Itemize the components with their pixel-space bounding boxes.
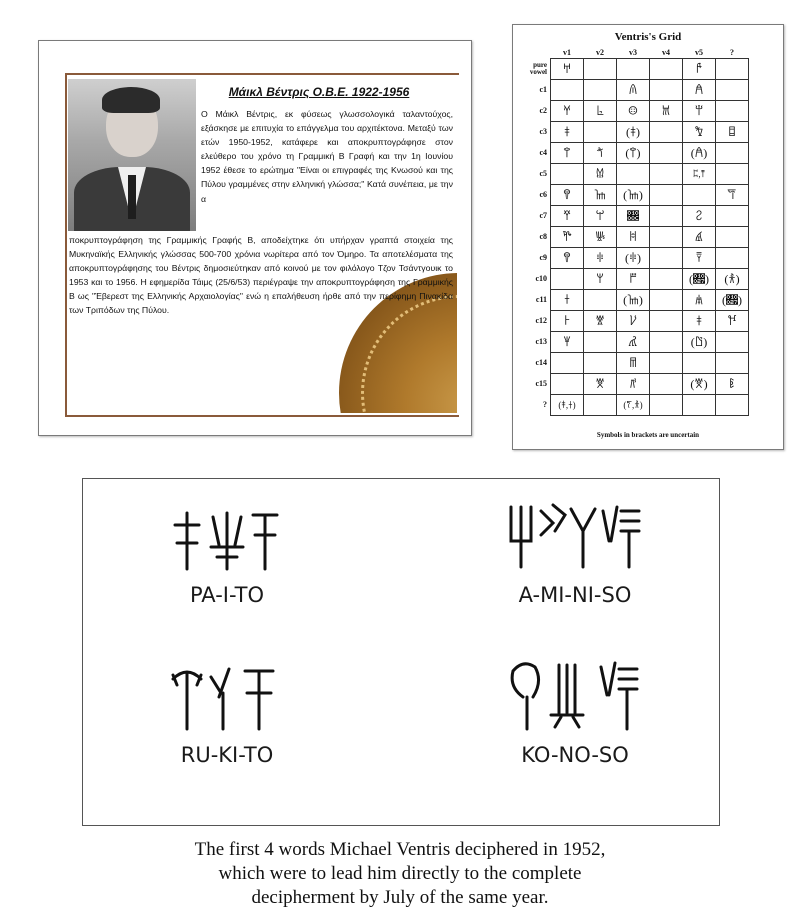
- grid-cell: [716, 248, 749, 269]
- grid-cell: 𐀉: [650, 101, 683, 122]
- grid-column-header: v1: [563, 48, 571, 57]
- grid-row-label: pure vowel: [529, 61, 547, 76]
- ventris-grid-panel: [512, 24, 784, 450]
- linear-b-a-mi-ni-so-glyphs: [505, 501, 645, 573]
- grid-row: [523, 185, 749, 206]
- grid-row: [523, 311, 749, 332]
- grid-cell: (𐀧): [683, 269, 716, 290]
- grid-cell: 𐀗: [584, 143, 617, 164]
- grid-row-label: c6: [539, 190, 547, 199]
- grid-cell: (𐀞,𐀫): [551, 395, 584, 416]
- word-label: A-MI-NI-SO: [518, 583, 632, 607]
- grid-cell: [650, 311, 683, 332]
- grid-cell: 𐀤: [617, 101, 650, 122]
- grid-cell: 𐀸: [683, 206, 716, 227]
- grid-row-label: c15: [535, 379, 547, 388]
- grid-row-label: c5: [539, 169, 547, 178]
- grid-corner: [523, 47, 551, 59]
- grid-cell: [716, 395, 749, 416]
- grid-cell: [551, 269, 584, 290]
- grid-cell: 𐀬: [584, 206, 617, 227]
- grid-cell: 𐀖: [617, 311, 650, 332]
- grid-row: [523, 374, 749, 395]
- grid-column-header: v5: [695, 48, 703, 57]
- grid-row: [523, 206, 749, 227]
- grid-cell: [650, 374, 683, 395]
- grid-cell: [650, 80, 683, 101]
- word-label: PA-I-TO: [189, 583, 264, 607]
- grid-row: [523, 248, 749, 269]
- grid-cell: [551, 353, 584, 374]
- grid-cell: 𐀁: [683, 80, 716, 101]
- grid-row: [523, 290, 749, 311]
- grid-cell: (𐀎): [617, 290, 650, 311]
- grid-cell: 𐀅: [551, 311, 584, 332]
- grid-cell: [716, 164, 749, 185]
- grid-row: [523, 353, 749, 374]
- grid-cell: (𐀣): [617, 143, 650, 164]
- grid-cell: (𐀍,𐀪): [617, 395, 650, 416]
- grid-cell: [650, 164, 683, 185]
- grid-cell: 𐀐: [584, 311, 617, 332]
- grid-row: [523, 143, 749, 164]
- grid-column-header: v4: [662, 48, 670, 57]
- grid-cell: [551, 164, 584, 185]
- grid-cell: [584, 353, 617, 374]
- grid-cell: [716, 227, 749, 248]
- grid-cell: 𐀎: [584, 185, 617, 206]
- grid-cell: (𐀳): [617, 248, 650, 269]
- grid-cell: 𐀨: [584, 101, 617, 122]
- linear-b-ru-ki-to-glyphs: [167, 663, 287, 733]
- grid-column-header: v2: [596, 48, 604, 57]
- grid-cell: (𐀆): [683, 374, 716, 395]
- grid-cell: 𐀜: [584, 227, 617, 248]
- grid-cell: (𐀞): [617, 122, 650, 143]
- grid-cell: (𐀧): [716, 290, 749, 311]
- grid-row-label: c7: [539, 211, 547, 220]
- ventris-grid-table: [523, 47, 749, 416]
- grid-cell: 𐀟: [716, 374, 749, 395]
- article-body-bottom: ποκρυπτογράφηση της Γραμμικής Γραφής Β, αποδείχτηκε ότι υπήρχαν γραπτά στοιχεία της Μυκηναϊκής Ελληνικής γλώσσας 500-700 χρόνια νωρίτερα από τον Όμηρο. Τα αποτελέσματα της αποκρυπτογράφησης του Βέντρις δημοσιεύτηκαν από κοινού με τον φιλόλογο Τζον Τσάντγουικ το 1953 και το 1956. Η εφημερίδα Τάιμς (25/6/53) περιέγραψε την αποκρυπτογράφηση της Γραμμικής Β ως "Έβερεστ της Ελληνικής Αρχαιολογίας" ενώ η επαλήθευση ήρθε από την περίφημη Πινακίδα των Τριπόδων της Πύλου.: [69, 235, 453, 316]
- grid-cell: 𐀔: [584, 164, 617, 185]
- grid-cell: [584, 332, 617, 353]
- grid-row-label: c3: [539, 127, 547, 136]
- grid-cell: [716, 143, 749, 164]
- linear-b-ko-no-so-glyphs: [505, 657, 645, 733]
- grid-cell: [683, 353, 716, 374]
- grid-cell: 𐀂: [551, 332, 584, 353]
- grid-cell: 𐀫: [551, 290, 584, 311]
- grid-row-label: c2: [539, 106, 547, 115]
- word-ko-no-so: [455, 657, 695, 767]
- article-body-top: Ο Μάικλ Βέντρις, εκ φύσεως γλωσσολογικά ταλαντούχος, εξάσκησε με επιτυχία το επάγγελμα του αρχιτέκτονα. Μεταξύ των ετών 1950-1952, κατάφερε και αποκρυπτογράφησε στον ελεύθερο του χρόνο τη Γραμμική Β Γραφή και την 1η Ιουνίου 1952 έθεσε το ερώτημα "Είναι οι επιγραφές της Κνωσού και της Πύλου γραμμένες στην ελληνική γλώσσα;" Κατά συνέπεια, με την α: [201, 109, 453, 204]
- words-panel: [82, 478, 720, 826]
- article-panel: [38, 40, 472, 436]
- grid-row: [523, 122, 749, 143]
- grid-cell: 𐀭: [551, 101, 584, 122]
- grid-row: [523, 395, 749, 416]
- grid-cell: [551, 80, 584, 101]
- grid-cell: 𐀄: [683, 59, 716, 80]
- word-label: KO-NO-SO: [521, 743, 629, 767]
- grid-row-label: c11: [535, 295, 547, 304]
- grid-cell: [650, 227, 683, 248]
- grid-title: Ventris's Grid: [614, 31, 682, 43]
- grid-cell: [716, 101, 749, 122]
- grid-cell: [650, 59, 683, 80]
- grid-row-label: c1: [539, 85, 547, 94]
- grid-cell: 𐀌: [617, 206, 650, 227]
- grid-cell: [683, 185, 716, 206]
- grid-cell: 𐀳: [584, 248, 617, 269]
- grid-cell: 𐀴: [617, 80, 650, 101]
- grid-column-header: ?: [730, 48, 734, 57]
- grid-row: [523, 164, 749, 185]
- grid-cell: [716, 206, 749, 227]
- grid-cell: 𐀊: [716, 122, 749, 143]
- grid-cell: 𐀙: [683, 248, 716, 269]
- grid-cell: [650, 332, 683, 353]
- ventris-portrait: [68, 79, 196, 231]
- grid-row-label: c8: [539, 232, 547, 241]
- grid-cell: 𐀒: [551, 185, 584, 206]
- grid-row: [523, 227, 749, 248]
- grid-cell: [650, 395, 683, 416]
- grid-cell: [650, 122, 683, 143]
- grid-cell: 𐀀: [551, 59, 584, 80]
- grid-cell: [650, 290, 683, 311]
- grid-cell: 𐀥: [716, 185, 749, 206]
- grid-cell: 𐀝: [617, 227, 650, 248]
- grid-cell: [716, 353, 749, 374]
- grid-cell: [584, 59, 617, 80]
- grid-cell: [716, 80, 749, 101]
- grid-cell: [650, 185, 683, 206]
- grid-cell: 𐀲,𐀵: [683, 164, 716, 185]
- caption-line-3: decipherment by July of the same year.: [251, 887, 549, 908]
- grid-row: [523, 101, 749, 122]
- grid-cell: 𐀺: [617, 374, 650, 395]
- word-ru-ki-to: [107, 663, 347, 767]
- word-a-mi-ni-so: [455, 501, 695, 607]
- grid-cell: [650, 353, 683, 374]
- grid-cell: 𐀆: [584, 374, 617, 395]
- grid-cell: [650, 269, 683, 290]
- grid-cell: [716, 332, 749, 353]
- grid-cell: 𐀷: [617, 353, 650, 374]
- grid-cell: 𐀚: [683, 101, 716, 122]
- grid-cell: [650, 206, 683, 227]
- grid-row: [523, 269, 749, 290]
- grid-cell: 𐀛: [551, 206, 584, 227]
- grid-cell: [650, 143, 683, 164]
- grid-cell: [584, 290, 617, 311]
- grid-cell: 𐀢: [617, 332, 650, 353]
- grid-cell: [584, 80, 617, 101]
- caption-line-1: The first 4 words Michael Ventris deciphered in 1952,: [194, 839, 606, 860]
- word-pa-i-to: [107, 509, 347, 607]
- grid-row-label: c13: [535, 337, 547, 346]
- grid-cell: (𐀃): [683, 332, 716, 353]
- grid-cell: [584, 395, 617, 416]
- grid-cell: [617, 164, 650, 185]
- grid-note: Symbols in brackets are uncertain: [596, 431, 700, 439]
- word-label: RU-KI-TO: [180, 743, 274, 767]
- caption: [0, 838, 800, 910]
- grid-column-header: v3: [629, 48, 637, 57]
- grid-cell: 𐀩: [584, 269, 617, 290]
- grid-row-label: c14: [535, 358, 547, 367]
- grid-row-label: c4: [539, 148, 547, 157]
- grid-row-label: c9: [539, 253, 547, 262]
- grid-cell: 𐀯: [683, 290, 716, 311]
- grid-cell: (𐀪): [716, 269, 749, 290]
- grid-row: [523, 59, 749, 80]
- grid-cell: 𐀕: [551, 227, 584, 248]
- grid-cell: 𐀑: [683, 122, 716, 143]
- grid-cell: [617, 59, 650, 80]
- grid-cell: 𐀣: [551, 143, 584, 164]
- grid-cell: [584, 122, 617, 143]
- grid-cell: 𐀹: [683, 227, 716, 248]
- grid-cell: 𐀒: [551, 248, 584, 269]
- grid-cell: [551, 374, 584, 395]
- grid-row-label: c12: [535, 316, 547, 325]
- article-title: Μάικλ Βέντρις Ο.Β.Ε. 1922-1956: [228, 85, 410, 99]
- linear-b-pa-i-to-glyphs: [167, 509, 287, 573]
- grid-cell: (𐀎): [617, 185, 650, 206]
- grid-row-label: ?: [543, 400, 547, 409]
- grid-row: [523, 332, 749, 353]
- grid-cell: [650, 248, 683, 269]
- grid-row-label: c10: [535, 274, 547, 283]
- grid-cell: (𐀁): [683, 143, 716, 164]
- grid-cell: [716, 59, 749, 80]
- grid-row: [523, 80, 749, 101]
- grid-cell: 𐀮: [617, 269, 650, 290]
- caption-line-2: which were to lead him directly to the complete: [218, 863, 582, 884]
- grid-cell: 𐀘: [716, 311, 749, 332]
- grid-cell: 𐀞: [683, 311, 716, 332]
- grid-cell: [683, 395, 716, 416]
- grid-cell: 𐀞: [551, 122, 584, 143]
